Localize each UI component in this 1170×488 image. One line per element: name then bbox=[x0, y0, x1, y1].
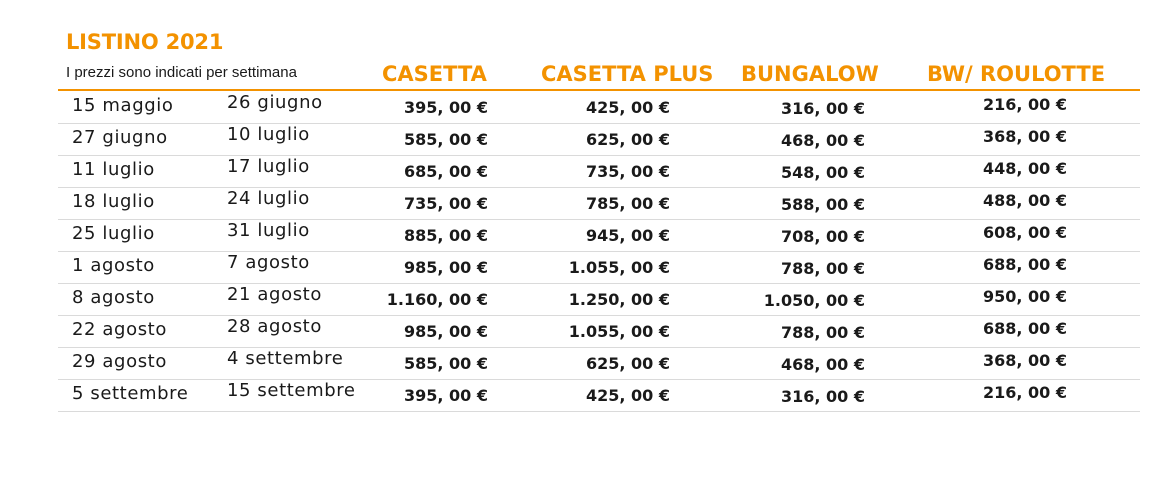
price-bw-roulotte: 950, 00 € bbox=[982, 287, 1067, 306]
table-row bbox=[58, 187, 1140, 220]
table-row bbox=[58, 155, 1140, 188]
period-start: 29 agosto bbox=[72, 351, 167, 372]
price-bungalow: 1.050, 00 € bbox=[763, 291, 865, 310]
table-row bbox=[58, 123, 1140, 156]
table-row bbox=[58, 347, 1140, 380]
price-casetta: 985, 00 € bbox=[403, 322, 488, 341]
period-end: 21 agosto bbox=[227, 284, 322, 305]
price-casetta-plus: 425, 00 € bbox=[585, 98, 670, 117]
period-start: 1 agosto bbox=[72, 255, 155, 276]
period-start: 8 agosto bbox=[72, 287, 155, 308]
price-bungalow: 316, 00 € bbox=[780, 387, 865, 406]
period-end: 7 agosto bbox=[227, 252, 310, 273]
price-bw-roulotte: 216, 00 € bbox=[982, 95, 1067, 114]
column-header-casetta-plus: CASETTA PLUS bbox=[541, 62, 714, 86]
table-row bbox=[58, 283, 1140, 316]
price-bungalow: 708, 00 € bbox=[780, 227, 865, 246]
table-row bbox=[58, 251, 1140, 284]
price-bungalow: 788, 00 € bbox=[780, 323, 865, 342]
price-casetta-plus: 735, 00 € bbox=[585, 162, 670, 181]
price-casetta: 395, 00 € bbox=[403, 386, 488, 405]
price-bungalow: 548, 00 € bbox=[780, 163, 865, 182]
period-start: 22 agosto bbox=[72, 319, 167, 340]
column-header-bungalow: BUNGALOW bbox=[741, 62, 879, 86]
table-row bbox=[58, 219, 1140, 252]
price-bw-roulotte: 368, 00 € bbox=[982, 351, 1067, 370]
price-casetta-plus: 945, 00 € bbox=[585, 226, 670, 245]
period-end: 31 luglio bbox=[227, 220, 310, 241]
price-casetta-plus: 425, 00 € bbox=[585, 386, 670, 405]
price-bw-roulotte: 216, 00 € bbox=[982, 383, 1067, 402]
price-casetta: 585, 00 € bbox=[403, 354, 488, 373]
page-title: LISTINO 2021 bbox=[66, 30, 224, 54]
period-start: 5 settembre bbox=[72, 383, 189, 404]
period-end: 24 luglio bbox=[227, 188, 310, 209]
period-end: 10 luglio bbox=[227, 124, 310, 145]
price-bungalow: 468, 00 € bbox=[780, 355, 865, 374]
period-end: 26 giugno bbox=[227, 92, 323, 113]
price-casetta: 885, 00 € bbox=[403, 226, 488, 245]
price-casetta: 585, 00 € bbox=[403, 130, 488, 149]
price-casetta: 985, 00 € bbox=[403, 258, 488, 277]
period-start: 11 luglio bbox=[72, 159, 155, 180]
period-start: 25 luglio bbox=[72, 223, 155, 244]
period-start: 27 giugno bbox=[72, 127, 168, 148]
price-bw-roulotte: 688, 00 € bbox=[982, 319, 1067, 338]
price-casetta: 1.160, 00 € bbox=[386, 290, 488, 309]
price-casetta-plus: 625, 00 € bbox=[585, 354, 670, 373]
price-bungalow: 588, 00 € bbox=[780, 195, 865, 214]
price-casetta: 685, 00 € bbox=[403, 162, 488, 181]
price-casetta: 395, 00 € bbox=[403, 98, 488, 117]
price-bw-roulotte: 488, 00 € bbox=[982, 191, 1067, 210]
price-bungalow: 468, 00 € bbox=[780, 131, 865, 150]
table-row bbox=[58, 315, 1140, 348]
price-casetta-plus: 1.250, 00 € bbox=[568, 290, 670, 309]
column-header-bw-roulotte: BW/ ROULOTTE bbox=[927, 62, 1106, 86]
price-casetta-plus: 785, 00 € bbox=[585, 194, 670, 213]
period-end: 4 settembre bbox=[227, 348, 344, 369]
price-casetta-plus: 1.055, 00 € bbox=[568, 258, 670, 277]
price-bw-roulotte: 608, 00 € bbox=[982, 223, 1067, 242]
period-end: 28 agosto bbox=[227, 316, 322, 337]
period-end: 15 settembre bbox=[227, 380, 356, 401]
price-bw-roulotte: 448, 00 € bbox=[982, 159, 1067, 178]
price-bungalow: 788, 00 € bbox=[780, 259, 865, 278]
price-bungalow: 316, 00 € bbox=[780, 99, 865, 118]
period-start: 18 luglio bbox=[72, 191, 155, 212]
period-start: 15 maggio bbox=[72, 95, 174, 116]
table-row bbox=[58, 91, 1140, 124]
price-casetta-plus: 1.055, 00 € bbox=[568, 322, 670, 341]
price-bw-roulotte: 688, 00 € bbox=[982, 255, 1067, 274]
table-row bbox=[58, 379, 1140, 412]
page-subtitle: I prezzi sono indicati per settimana bbox=[66, 64, 297, 81]
column-header-casetta: CASETTA bbox=[382, 62, 487, 86]
price-casetta-plus: 625, 00 € bbox=[585, 130, 670, 149]
price-bw-roulotte: 368, 00 € bbox=[982, 127, 1067, 146]
price-casetta: 735, 00 € bbox=[403, 194, 488, 213]
period-end: 17 luglio bbox=[227, 156, 310, 177]
